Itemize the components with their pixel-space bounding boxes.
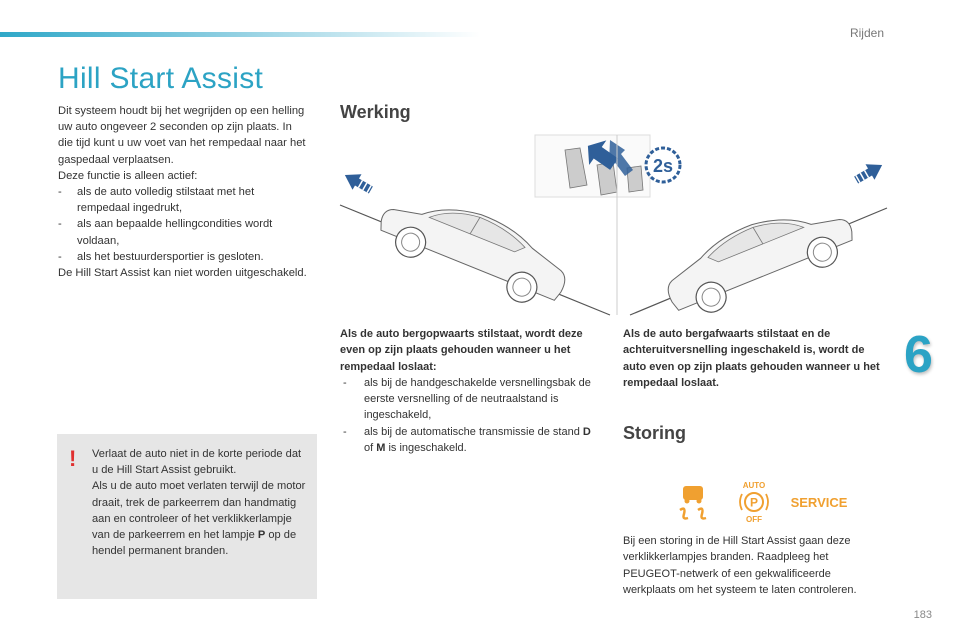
condition-item: - als aan bepaalde hellingcondities wordt voldaan, xyxy=(58,216,308,248)
condition-item: - als het bestuurdersportier is gesloten. xyxy=(58,249,308,265)
uphill-item: - als bij de handgeschakelde versnellingsbak de eerste versnelling of de neutraalstand is ingeschakeld, xyxy=(340,375,602,424)
warning-text-part: Als u de auto moet verlaten terwijl de motor draait, trek de parkeerrem dan handmatig aan en controleer of het verklikkerlampje van de parkeerrem en het lampje xyxy=(92,480,306,542)
service-lamp-icon: SERVICE xyxy=(790,495,848,510)
warning-icon: ! xyxy=(69,446,77,471)
downhill-car xyxy=(656,191,861,320)
lamp-off-label: OFF xyxy=(746,515,762,524)
page-number: 183 xyxy=(913,609,932,621)
auto-p-off-icon xyxy=(740,481,768,524)
uphill-item xyxy=(340,424,602,457)
storing-heading: Storing xyxy=(623,423,686,443)
warning-text xyxy=(92,446,310,559)
chapter-number-tab: 6 xyxy=(904,326,933,384)
hill-start-illustration xyxy=(335,130,890,320)
timer-2s-icon xyxy=(646,148,680,182)
page-title: Hill Start Assist xyxy=(58,62,264,95)
warning-text-part: op de hendel permanent branden. xyxy=(92,529,297,558)
uphill-caption xyxy=(340,326,602,456)
warning-lamps xyxy=(676,480,856,525)
skid-warning-icon xyxy=(680,486,706,519)
rollback-arrow-icon xyxy=(340,167,375,198)
downhill-caption: Als de auto bergafwaarts stilstaat en de achteruitversnelling ingeschakeld is, wordt de auto even op zijn plaats gehouden wanneer u het rempedaal loslaat. xyxy=(623,328,880,389)
warning-box xyxy=(57,434,317,599)
gear-d-label: D xyxy=(582,425,591,438)
intro-paragraph: Dit systeem houdt bij het wegrijden op een helling uw auto ongeveer 2 seconden op zijn plaats. In die tijd kunt u uw voet van het rempedaal naar het gaspedaal verplaatsen. xyxy=(58,105,306,166)
gear-m-label: M xyxy=(376,442,386,455)
intro-conditions-list xyxy=(58,184,308,265)
werking-heading: Werking xyxy=(340,102,411,122)
storing-text: Bij een storing in de Hill Start Assist gaan deze verklikkerlampjes branden. Raadpleeg het PEUGEOT-netwerk of een gekwalificeerde werkplaats om het systeem te laten controleren. xyxy=(623,535,857,596)
intro-active-label: Deze functie is alleen actief: xyxy=(58,169,198,182)
warning-paragraph xyxy=(92,478,310,559)
lamp-p-label: P xyxy=(257,529,266,542)
timer-label: 2s xyxy=(652,156,674,176)
warning-paragraph: Verlaat de auto niet in de korte periode dat u de Hill Start Assist gebruikt. xyxy=(92,448,302,477)
rollforward-arrow-icon xyxy=(852,157,887,188)
lamp-p-symbol: P xyxy=(749,495,759,510)
header-accent-bar xyxy=(0,32,480,37)
condition-item: - als de auto volledig stilstaat met het rempedaal ingedrukt, xyxy=(58,184,308,216)
chapter-title: Rijden xyxy=(849,26,884,40)
uphill-list xyxy=(340,375,602,456)
intro-note: De Hill Start Assist kan niet worden uitgeschakeld. xyxy=(58,267,307,280)
uphill-item-text: of xyxy=(364,442,377,455)
uphill-lead: Als de auto bergopwaarts stilstaat, wordt deze even op zijn plaats gehouden wanneer u het rempedaal loslaat: xyxy=(340,328,583,373)
lamp-auto-label: AUTO xyxy=(742,481,766,490)
uphill-item-text: als bij de automatische transmissie de stand xyxy=(364,425,583,438)
pedals-inset xyxy=(535,134,650,197)
uphill-car xyxy=(372,181,577,316)
uphill-item-text: is ingeschakeld. xyxy=(385,442,467,455)
intro-section xyxy=(58,103,308,281)
